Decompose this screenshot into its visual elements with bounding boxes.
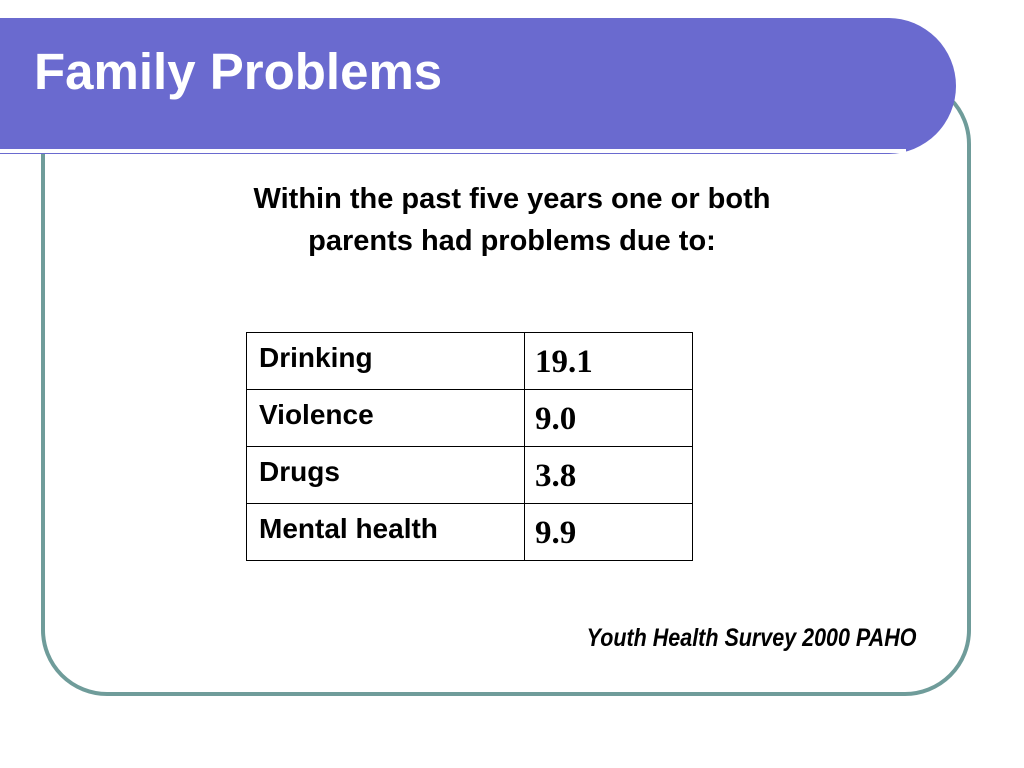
row-label: Drugs	[247, 447, 525, 504]
subtitle-line-1: Within the past five years one or both	[253, 183, 771, 215]
source-citation: Youth Health Survey 2000 PAHO	[586, 624, 916, 652]
row-value: 9.9	[525, 504, 693, 561]
problems-table	[246, 332, 693, 561]
slide-title: Family Problems	[34, 43, 443, 100]
row-value: 9.0	[525, 390, 693, 447]
table-row	[247, 447, 693, 504]
table-row	[247, 333, 693, 390]
banner-rule	[0, 149, 906, 153]
row-label: Violence	[247, 390, 525, 447]
subtitle-line-2: parents had problems due to:	[308, 225, 716, 257]
slide-subtitle	[162, 178, 862, 262]
row-label: Mental health	[247, 504, 525, 561]
row-value: 3.8	[525, 447, 693, 504]
row-label: Drinking	[247, 333, 525, 390]
table-row	[247, 390, 693, 447]
table-row	[247, 504, 693, 561]
row-value: 19.1	[525, 333, 693, 390]
